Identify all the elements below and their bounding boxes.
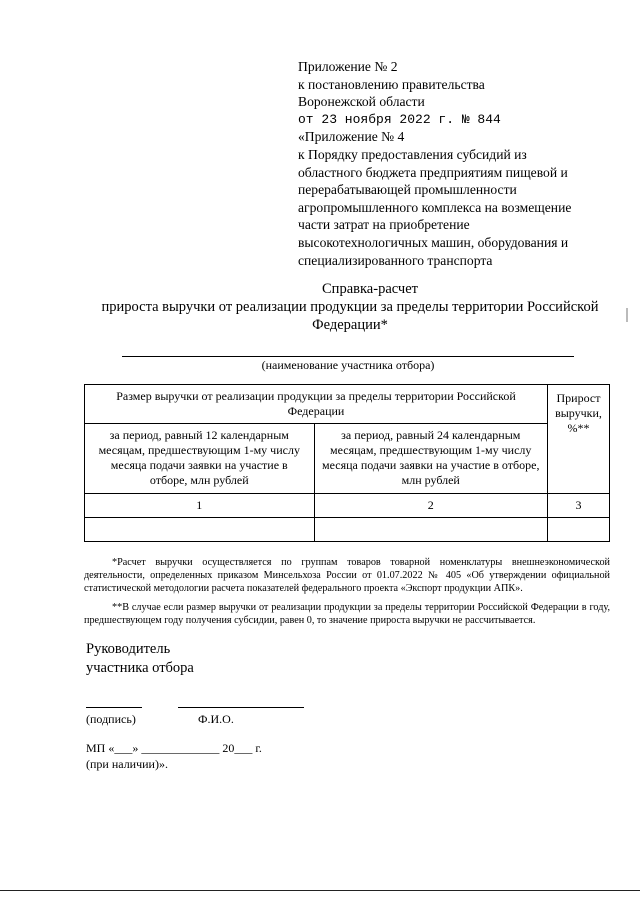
appendix-order-line: части затрат на приобретение [298,217,470,233]
appendix-decree: к постановлению правительства [298,76,485,92]
data-cell-growth [547,518,609,542]
data-cell-12-months [85,518,315,542]
participant-name-line [122,356,574,357]
appendix-order-line: агропромышленного комплекса на возмещение [298,199,572,215]
column-number-2: 2 [314,494,547,518]
appendix-order-line: высокотехнологичных машин, оборудования и [298,234,569,250]
footnotes [84,556,610,633]
appendix-block [298,58,618,269]
signature-line [86,707,142,708]
signature-label: (подпись) [86,712,136,726]
header-revenue: Размер выручки от реализации продукции за пределы территории Российской Федерации [85,385,548,424]
appendix-order-line: перерабатывающей промышленности [298,182,517,198]
data-cell-24-months [314,518,547,542]
margin-mark [626,308,628,322]
title-subject-end: Федерации* [312,317,388,333]
revenue-table [84,384,610,542]
column-number-3: 3 [547,494,609,518]
stamp-note: (при наличии)». [86,757,168,771]
participant-name-caption: (наименование участника отбора) [261,358,435,372]
title-subject: прироста выручки от реализации продукции за пределы территории Российской [101,299,599,315]
header-12-months: за период, равный 12 календарным месяцам, предшествующим 1-му числу месяца подачи заявки на участие в отборе, млн рублей [85,424,315,494]
appendix-date: от 23 ноября 2022 г. № 844 [298,111,501,127]
head-title: Руководитель [86,641,171,657]
header-growth: Прирост выручки, %** [547,385,609,494]
signature-head [86,640,194,678]
head-title-2: участника отбора [86,660,194,676]
appendix-number: Приложение № 2 [298,59,398,74]
appendix-number-4: «Приложение № 4 [298,129,405,145]
fio-line [178,707,304,708]
column-number-1: 1 [85,494,315,518]
footnote-2: **В случае если размер выручки от реализации продукции за пределы территории Российской Федерации в году, предшествующем году получения субсидии, равен 0, то значение прироста выручки не рассчитывается. [84,602,610,626]
header-24-months: за период, равный 24 календарным месяцам, предшествующим 1-му числу месяца подачи заявки на участие в отборе, млн рублей [314,424,547,494]
footnote-1: *Расчет выручки осуществляется по группам товаров товарной номенклатуры внешнеэкономической деятельности, определенных приказом Минсельхоза России от 01.07.2022 № 405 «Об утверждении официальной статистической методологии расчета показателей федерального проекта «Экспорт продукции АПК». [84,557,610,594]
fio-label: Ф.И.О. [198,712,234,726]
appendix-order-line: областного бюджета предприятиям пищевой и [298,164,568,180]
document-title [40,280,620,334]
stamp-date-line: МП «___» _____________ 20___ г. [86,741,262,755]
title-doc-type: Справка-расчет [322,281,418,297]
appendix-order-line: специализированного транспорта [298,252,493,268]
appendix-region: Воронежской области [298,94,425,110]
appendix-order-line: к Порядку предоставления субсидий из [298,146,527,162]
page-bottom-edge [0,890,640,891]
